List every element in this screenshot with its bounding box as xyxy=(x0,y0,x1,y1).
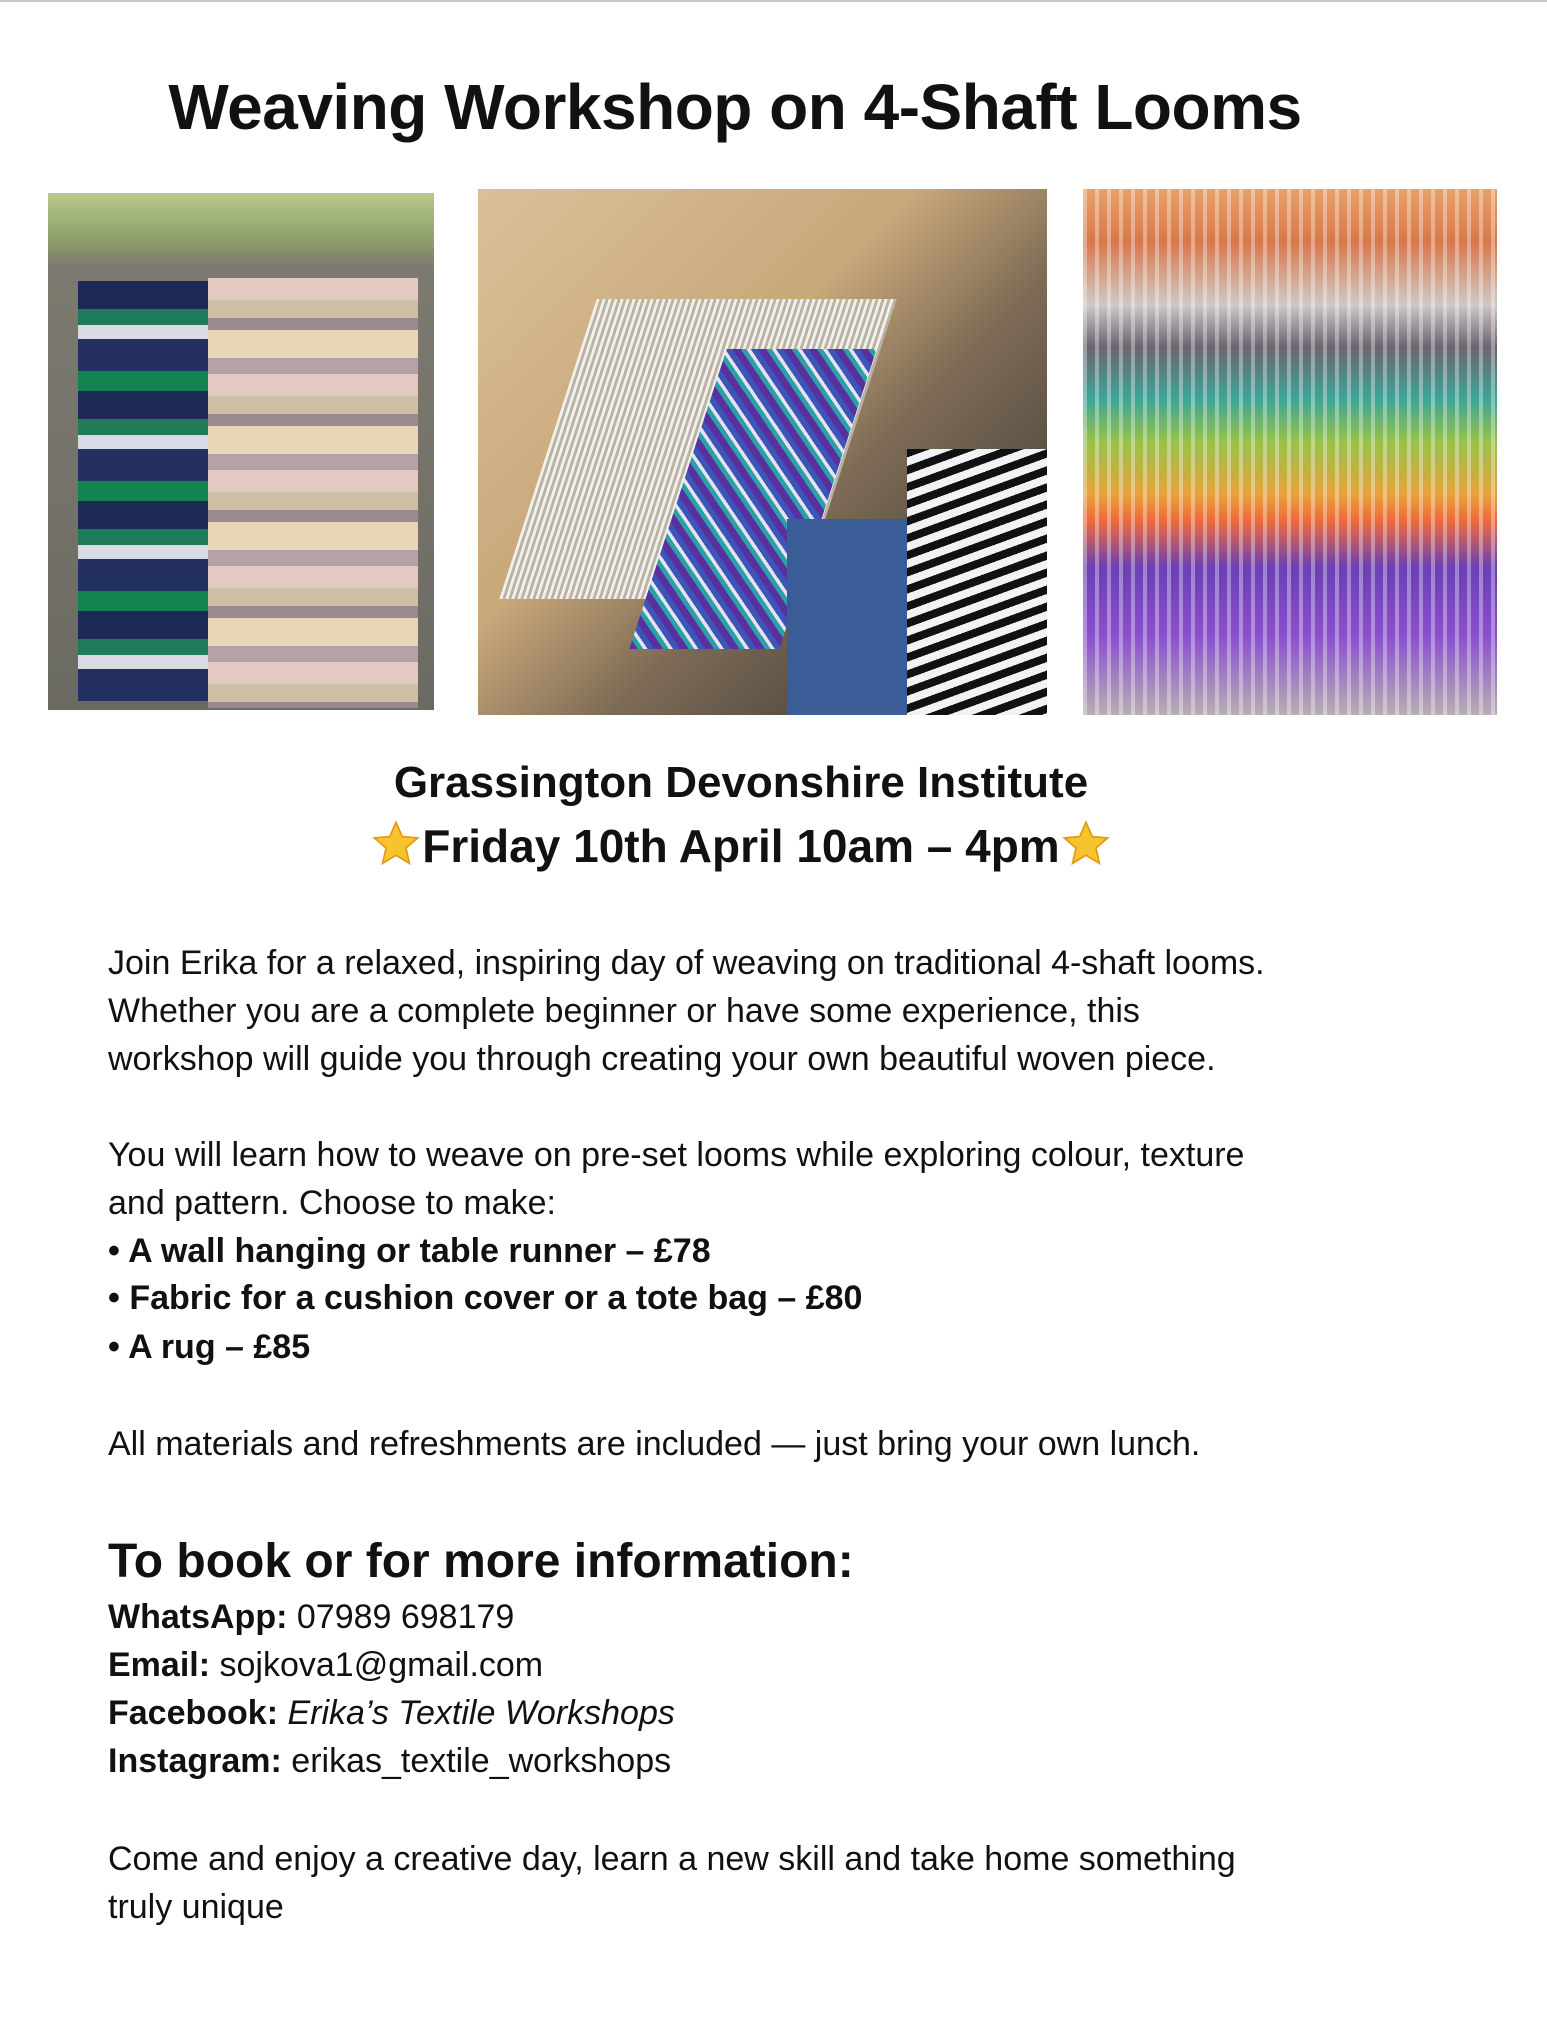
event-date xyxy=(0,818,1482,873)
email-address: sojkova1@gmail.com xyxy=(219,1646,544,1684)
option-cushion-tote: • Fabric for a cushion cover or a tote bag – £80 xyxy=(108,1279,863,1317)
contact-label: Facebook: xyxy=(108,1694,279,1732)
whatsapp-number: 07989 698179 xyxy=(296,1598,515,1636)
photo-colourful-fabric xyxy=(1083,189,1497,715)
star-icon xyxy=(1060,818,1112,870)
intro-line: Whether you are a complete beginner or have some experience, this xyxy=(108,992,1140,1030)
page-title: Weaving Workshop on 4-Shaft Looms xyxy=(168,71,1302,143)
contact-instagram xyxy=(108,1737,671,1785)
materials-note: All materials and refreshments are included — just bring your own lunch. xyxy=(108,1425,1201,1463)
closing-line: truly unique xyxy=(108,1888,284,1926)
contact-facebook xyxy=(108,1689,675,1737)
photo-weaving-on-loom xyxy=(478,189,1047,715)
intro-line: Join Erika for a relaxed, inspiring day of weaving on traditional 4-shaft looms. xyxy=(108,944,1265,982)
venue: Grassington Devonshire Institute xyxy=(393,758,1089,807)
contact-label: WhatsApp: xyxy=(108,1598,288,1636)
closing-line: Come and enjoy a creative day, learn a new skill and take home something xyxy=(108,1840,1236,1878)
contact-email xyxy=(108,1641,543,1689)
learn-line: You will learn how to weave on pre-set looms while exploring colour, texture xyxy=(108,1136,1245,1174)
photo-woven-rugs xyxy=(48,193,434,710)
instagram-handle: erikas_textile_workshops xyxy=(291,1742,672,1780)
facebook-page: Erika’s Textile Workshops xyxy=(287,1694,675,1732)
star-icon xyxy=(370,818,422,870)
intro-line: workshop will guide you through creating your own beautiful woven piece. xyxy=(108,1040,1216,1078)
date-text: Friday 10th April 10am – 4pm xyxy=(422,820,1060,872)
option-wall-hanging: • A wall hanging or table runner – £78 xyxy=(108,1232,711,1270)
contact-label: Email: xyxy=(108,1646,211,1684)
option-rug: • A rug – £85 xyxy=(108,1328,311,1366)
booking-heading: To book or for more information: xyxy=(108,1535,854,1588)
contact-label: Instagram: xyxy=(108,1742,282,1780)
learn-line: and pattern. Choose to make: xyxy=(108,1184,556,1222)
contact-whatsapp xyxy=(108,1593,514,1641)
top-border xyxy=(0,0,1547,2)
